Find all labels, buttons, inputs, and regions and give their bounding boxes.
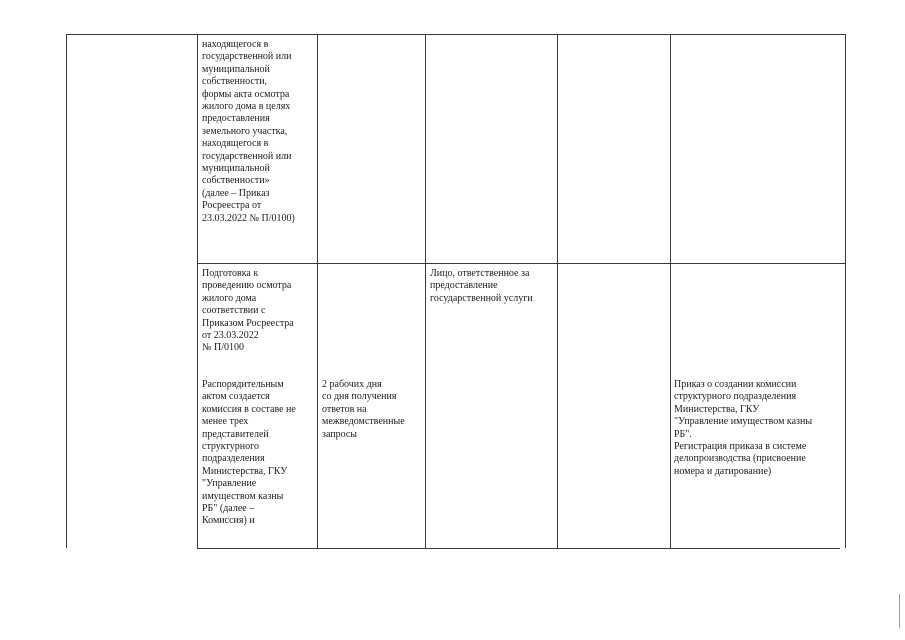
col-border-4 <box>557 34 558 548</box>
row1-col2-text: находящегося в государственной или муниципальной собственности, формы акта осмотра жилого дома в целях предоставления земельного участка, находящегося в государственной или муниципальной собственности» (далее – Приказ Росреестра от 23.03.2022 № П/0100) <box>202 39 295 224</box>
scan-mark <box>899 594 900 628</box>
col-border-right <box>845 34 846 548</box>
row2-col4-text: Лицо, ответственное за предоставление государственной услуги <box>430 268 533 304</box>
col-border-1 <box>197 34 198 548</box>
row2-col2-text-part1: Подготовка к проведению осмотра жилого дома соответствии с Приказом Росреестра от 23.03.2022 № П/0100 <box>202 268 294 354</box>
col-border-left <box>66 34 67 548</box>
row2-col3-text: 2 рабочих дня со дня получения ответов на межведомственные запросы <box>322 379 405 440</box>
col-border-5 <box>670 34 671 548</box>
row2-col2-text-part2: Распорядительным актом создается комиссия в составе не менее трех представителей структурного подразделения Министерства, ГКУ "Управление имуществом казны РБ" (далее – Комиссия) и <box>202 379 296 527</box>
table-top-border <box>66 34 846 35</box>
row-divider <box>197 263 846 264</box>
col-border-2 <box>317 34 318 548</box>
table-bottom-border <box>197 548 840 549</box>
col-border-3 <box>425 34 426 548</box>
row2-col6-text: Приказ о создании комиссии структурного подразделения Министерства, ГКУ "Управление имуществом казны РБ". Регистрация приказа в системе делопроизводства (присвоение номера и датирование) <box>674 379 813 477</box>
